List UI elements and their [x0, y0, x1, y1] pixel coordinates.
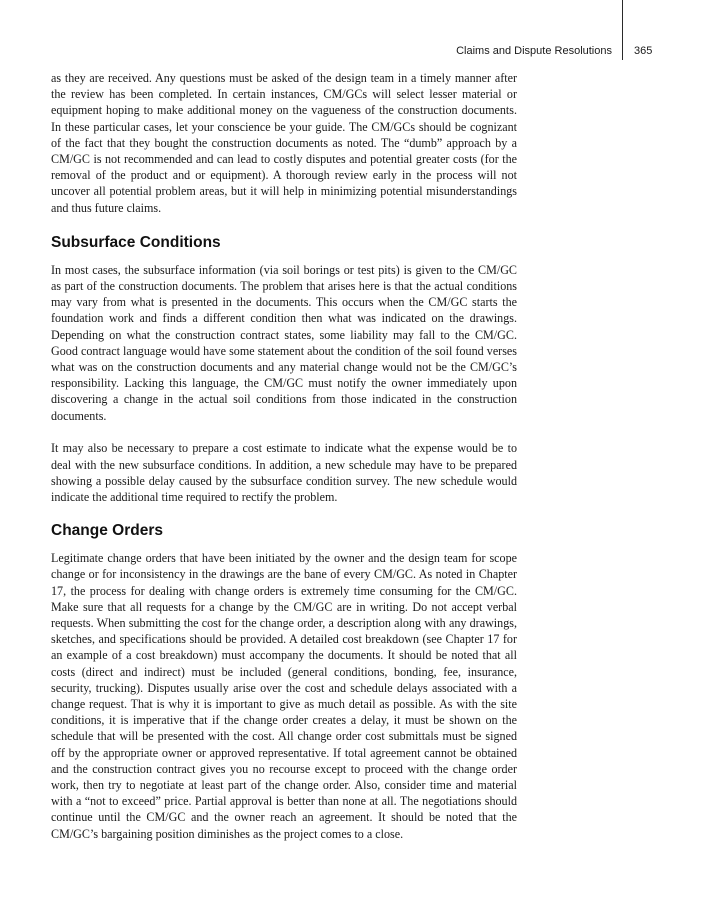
section-heading-change-orders: Change Orders: [51, 522, 163, 540]
section-heading-subsurface-conditions: Subsurface Conditions: [51, 233, 221, 251]
subsurface-paragraph-2: It may also be necessary to prepare a cost estimate to indicate what the expense would be to deal with the new subsurface conditions. In addition, a new schedule may have to be prepared showing a possible delay caused by the subsurface condition survey. The new schedule would indicate the additional time required to rectify the problem.: [51, 441, 517, 504]
page-number: 365: [634, 45, 653, 57]
intro-paragraph: as they are received. Any questions must be asked of the design team in a timely manner after the review has been completed. In certain instances, CM/GCs will select lesser material or equipment hoping to make additional money on the vagueness of the construction documents. In these particular cases, let your conscience be your guide. The CM/GCs should be cognizant of the fact that they bought the construction documents as noted. The “dumb” approach by a CM/GC is not recommended and can lead to costly disputes and potential greater costs (for the removal of the product and or equipment). A thorough review early in the process will not uncover all potential problem areas, but it will help in minimizing potential misunderstandings and thus future claims.: [51, 71, 517, 215]
change-orders-paragraph: Legitimate change orders that have been initiated by the owner and the design team for scope change or for inconsistency in the drawings are the bane of every CM/GC. As noted in Chapter 17, the process for dealing with change orders is extremely time consuming for the CM/GC. Make sure that all requests for a change by the CM/GC are in writing. Do not accept verbal requests. When submitting the cost for the change order, a description along with any drawings, sketches, and specifications should be provided. A detailed cost breakdown (see Chapter 17 for an example of a cost breakdown) must accompany the documents. It should be noted that all costs (direct and indirect) must be included (general conditions, bonding, fee, insurance, security, trucking). Disputes usually arise over the cost and schedule delays associated with a change request. That is why it is important to give as much detail as possible. As with the site conditions, it is imperative that if the change order creates a delay, it must be shown on the schedule that will be presented with the cost. All change order cost submittals must be signed off by the appropriate owner or approved representative. If total agreement cannot be obtained and the construction contract gives you no recourse except to proceed with the change order work, then try to negotiate at least part of the change order. Also, consider time and material with a “not to exceed” price. Partial approval is better than none at all. The negotiations should continue until the CM/GC and the owner reach an agreement. It should be noted that the CM/GC’s bargaining position diminishes as the project comes to a close.: [51, 551, 517, 841]
subsurface-paragraph-1: In most cases, the subsurface information (via soil borings or test pits) is given to the CM/GC as part of the construction documents. The problem that arises here is that the actual conditions may vary from what is presented in the documents. This occurs when the CM/GC starts the foundation work and finds a different condition then what was indicated on the drawings. Depending on what the construction contract states, some liability may fall to the CM/GC. Good contract language would have some statement about the condition of the soil found verses what was on the construction documents and any material change would not be the CM/GC’s responsibility. Lacking this language, the CM/GC must notify the owner immediately upon discovering a change in the actual soil conditions from those indicated in the construction documents.: [51, 262, 517, 423]
header-divider-rule: [622, 0, 623, 60]
running-head-title: Claims and Dispute Resolutions: [456, 45, 612, 57]
page-body: [51, 70, 517, 842]
